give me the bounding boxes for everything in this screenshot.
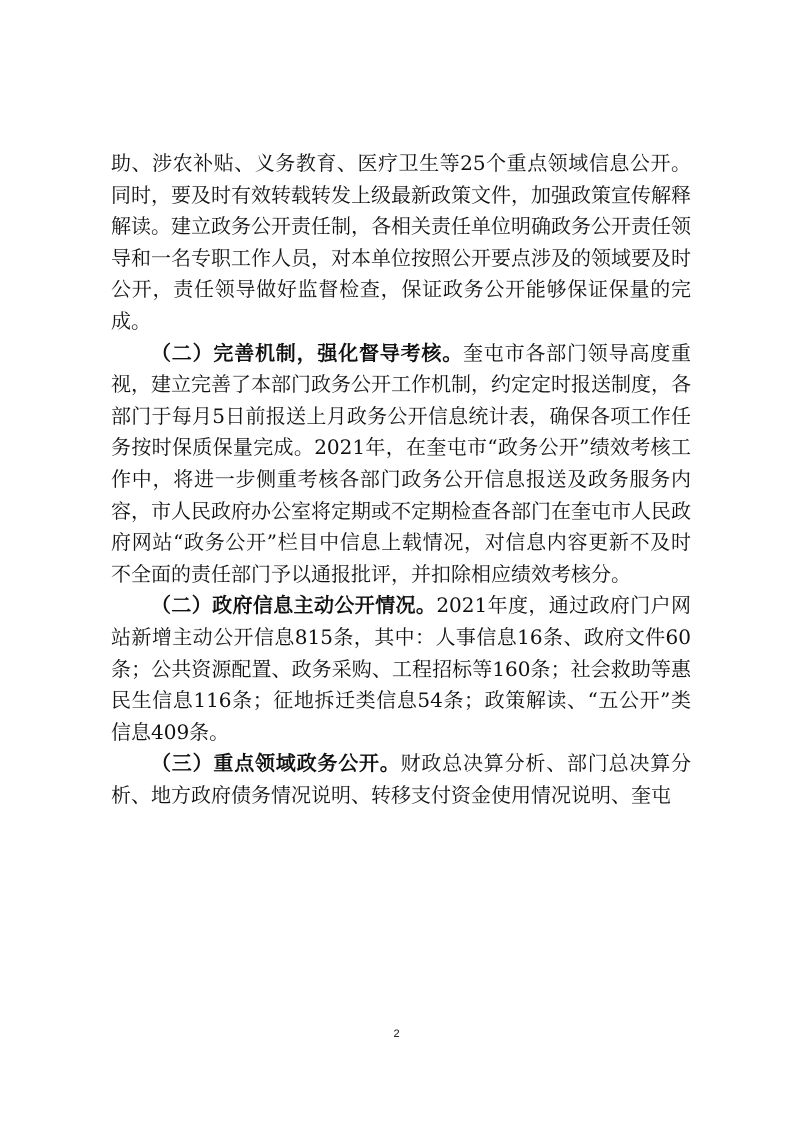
paragraph-4-heading: （三）重点领域政务公开。 [151,751,401,776]
paragraph-2-text: 奎屯市各部门领导高度重视，建立完善了本部门政务公开工作机制，约定定时报送制度，各部门于每月5日前报送上月政务公开信息统计表，确保各项工作任务按时保质保量完成。2021年，在奎屯市“政务公开”绩效考核工作中，将进一步侧重考核各部门政务公开信息报送及政务服务内容，市人民政府办公室将定期或不定期检查各部门在奎屯市人民政府网站“政务公开”栏目中信息上载情况，对信息内容更新不及时不全面的责任部门予以通报批评，并扣除相应绩效考核分。 [111,340,692,586]
paragraph-4 [111,748,691,811]
paragraph-3-heading: （二）政府信息主动公开情况。 [151,593,437,618]
paragraph-3 [111,590,691,748]
paragraph-2-heading: （二）完善机制，强化督导考核。 [151,340,463,365]
paragraph-1-text: 助、涉农补贴、义务教育、医疗卫生等25个重点领域信息公开。同时，要及时有效转载转发上级最新政策文件，加强政策宣传解释解读。建立政务公开责任制，各相关责任单位明确政务公开责任领导和一名专职工作人员，对本单位按照公开要点涉及的领域要及时公开，责任领导做好监督检查，保证政务公开能够保证保量的完成。 [111,151,691,333]
paragraph-3-text: 2021年度，通过政府门户网站新增主动公开信息815条，其中：人事信息16条、政府文件60条；公共资源配置、政务采购、工程招标等160条；社会救助等惠民生信息116条；征地拆迁类信息54条；政策解读、“五公开”类信息409条。 [111,593,691,744]
paragraph-1 [111,148,691,338]
paragraph-2 [111,338,691,591]
page-number: 2 [393,1028,400,1040]
paragraph-4-text: 财政总决算分析、部门总决算分析、地方政府债务情况说明、转移支付资金使用情况说明、奎屯 [111,751,692,807]
body-text [111,148,691,811]
